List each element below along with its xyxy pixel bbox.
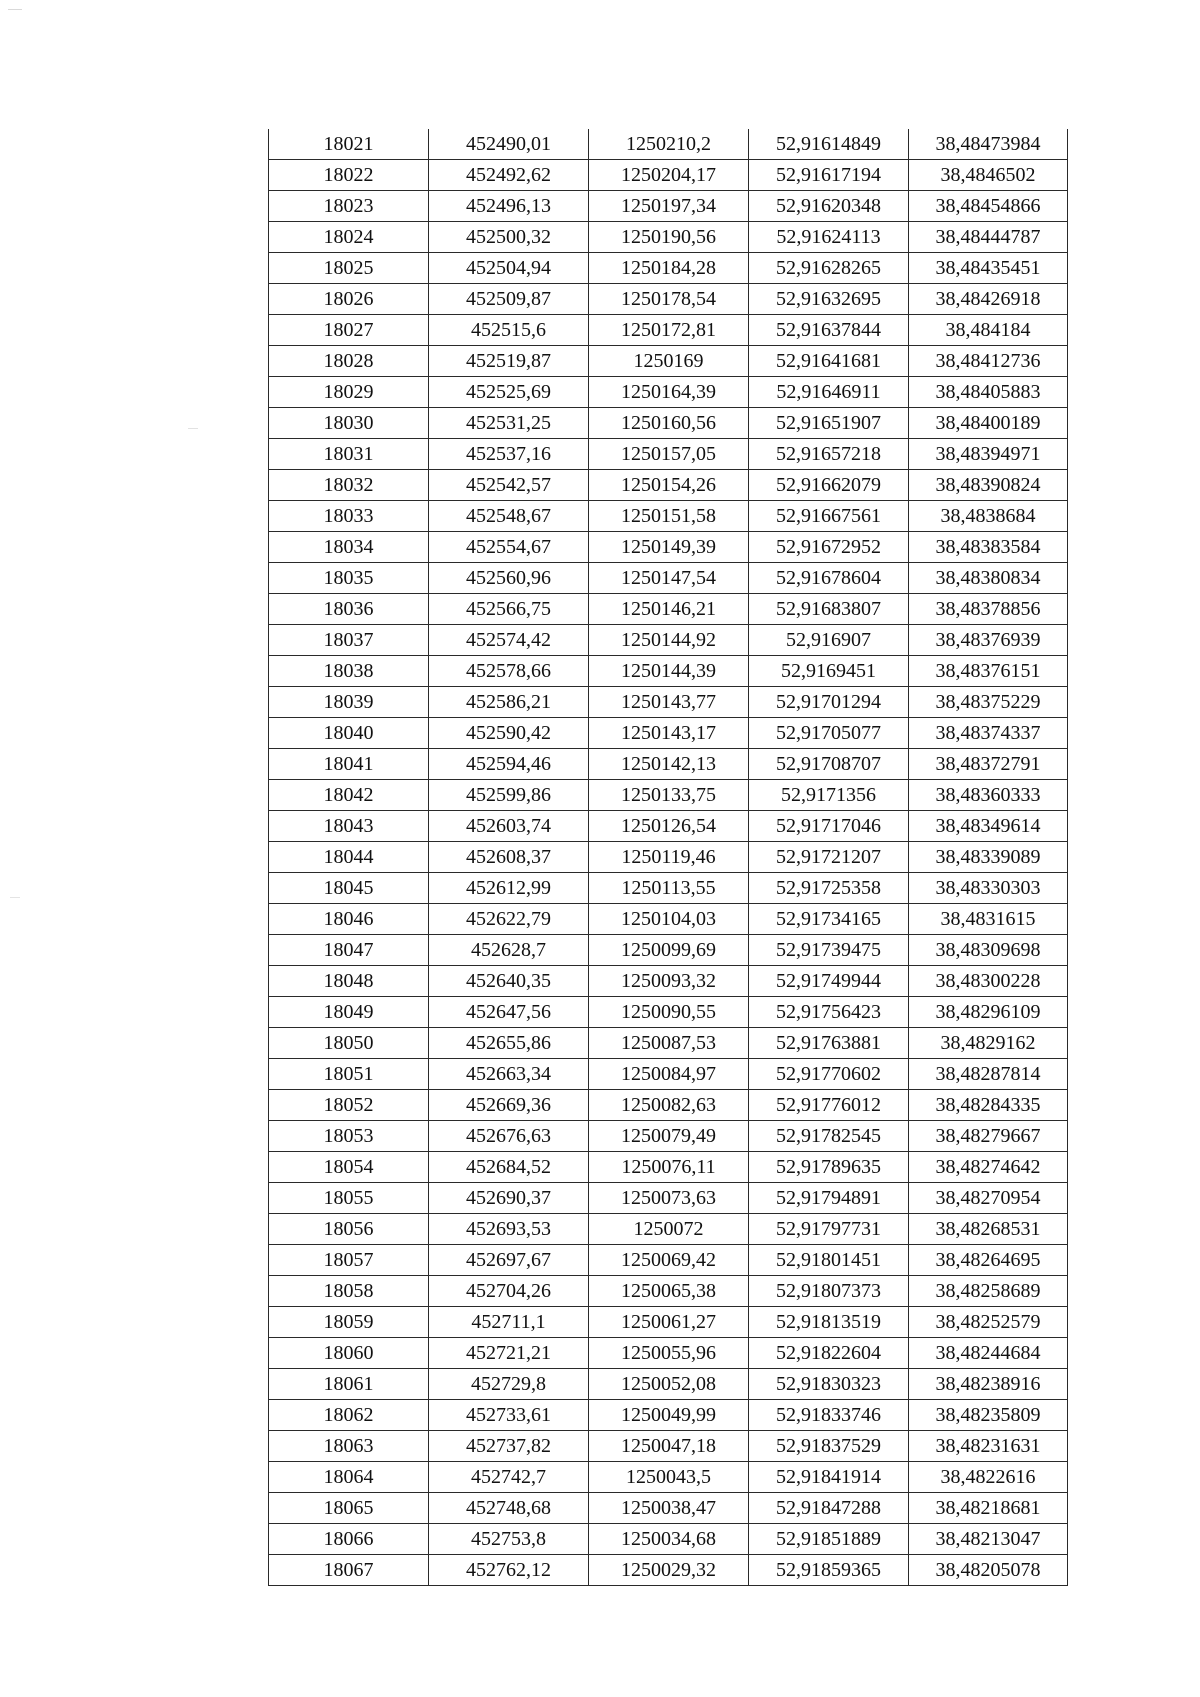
y-coordinate-cell: 1250164,39 <box>589 377 749 408</box>
table-row <box>269 1183 1068 1214</box>
table-row <box>269 191 1068 222</box>
table-row <box>269 594 1068 625</box>
x-coordinate-cell: 452586,21 <box>429 687 589 718</box>
longitude-cell: 38,48274642 <box>909 1152 1068 1183</box>
table-row <box>269 1369 1068 1400</box>
coordinates-table-body <box>269 129 1068 1586</box>
latitude-cell: 52,91617194 <box>749 160 909 191</box>
x-coordinate-cell: 452603,74 <box>429 811 589 842</box>
latitude-cell: 52,91776012 <box>749 1090 909 1121</box>
x-coordinate-cell: 452496,13 <box>429 191 589 222</box>
longitude-cell: 38,48218681 <box>909 1493 1068 1524</box>
point-number-cell: 18034 <box>269 532 429 563</box>
point-number-cell: 18055 <box>269 1183 429 1214</box>
x-coordinate-cell: 452560,96 <box>429 563 589 594</box>
longitude-cell: 38,48390824 <box>909 470 1068 501</box>
point-number-cell: 18033 <box>269 501 429 532</box>
longitude-cell: 38,48360333 <box>909 780 1068 811</box>
table-row <box>269 1090 1068 1121</box>
latitude-cell: 52,91822604 <box>749 1338 909 1369</box>
latitude-cell: 52,91794891 <box>749 1183 909 1214</box>
x-coordinate-cell: 452762,12 <box>429 1555 589 1586</box>
x-coordinate-cell: 452519,87 <box>429 346 589 377</box>
point-number-cell: 18038 <box>269 656 429 687</box>
x-coordinate-cell: 452490,01 <box>429 129 589 160</box>
longitude-cell: 38,48375229 <box>909 687 1068 718</box>
y-coordinate-cell: 1250147,54 <box>589 563 749 594</box>
y-coordinate-cell: 1250090,55 <box>589 997 749 1028</box>
table-row <box>269 1338 1068 1369</box>
x-coordinate-cell: 452531,25 <box>429 408 589 439</box>
table-row <box>269 873 1068 904</box>
point-number-cell: 18032 <box>269 470 429 501</box>
x-coordinate-cell: 452733,61 <box>429 1400 589 1431</box>
y-coordinate-cell: 1250043,5 <box>589 1462 749 1493</box>
longitude-cell: 38,48405883 <box>909 377 1068 408</box>
longitude-cell: 38,48383584 <box>909 532 1068 563</box>
table-row <box>269 780 1068 811</box>
latitude-cell: 52,91782545 <box>749 1121 909 1152</box>
y-coordinate-cell: 1250172,81 <box>589 315 749 346</box>
point-number-cell: 18028 <box>269 346 429 377</box>
latitude-cell: 52,91833746 <box>749 1400 909 1431</box>
x-coordinate-cell: 452693,53 <box>429 1214 589 1245</box>
longitude-cell: 38,4829162 <box>909 1028 1068 1059</box>
x-coordinate-cell: 452578,66 <box>429 656 589 687</box>
longitude-cell: 38,48264695 <box>909 1245 1068 1276</box>
latitude-cell: 52,91678604 <box>749 563 909 594</box>
longitude-cell: 38,48376151 <box>909 656 1068 687</box>
table-row <box>269 935 1068 966</box>
latitude-cell: 52,91847288 <box>749 1493 909 1524</box>
table-row <box>269 811 1068 842</box>
point-number-cell: 18023 <box>269 191 429 222</box>
table-row <box>269 563 1068 594</box>
latitude-cell: 52,9169451 <box>749 656 909 687</box>
y-coordinate-cell: 1250210,2 <box>589 129 749 160</box>
y-coordinate-cell: 1250073,63 <box>589 1183 749 1214</box>
y-coordinate-cell: 1250144,39 <box>589 656 749 687</box>
latitude-cell: 52,91646911 <box>749 377 909 408</box>
point-number-cell: 18043 <box>269 811 429 842</box>
longitude-cell: 38,48309698 <box>909 935 1068 966</box>
table-row <box>269 315 1068 346</box>
table-row <box>269 656 1068 687</box>
latitude-cell: 52,91734165 <box>749 904 909 935</box>
x-coordinate-cell: 452655,86 <box>429 1028 589 1059</box>
latitude-cell: 52,91657218 <box>749 439 909 470</box>
x-coordinate-cell: 452663,34 <box>429 1059 589 1090</box>
x-coordinate-cell: 452748,68 <box>429 1493 589 1524</box>
longitude-cell: 38,48279667 <box>909 1121 1068 1152</box>
table-row <box>269 501 1068 532</box>
longitude-cell: 38,4822616 <box>909 1462 1068 1493</box>
point-number-cell: 18065 <box>269 1493 429 1524</box>
table-row <box>269 346 1068 377</box>
y-coordinate-cell: 1250061,27 <box>589 1307 749 1338</box>
table-row <box>269 625 1068 656</box>
y-coordinate-cell: 1250072 <box>589 1214 749 1245</box>
point-number-cell: 18030 <box>269 408 429 439</box>
point-number-cell: 18049 <box>269 997 429 1028</box>
y-coordinate-cell: 1250144,92 <box>589 625 749 656</box>
longitude-cell: 38,4846502 <box>909 160 1068 191</box>
longitude-cell: 38,48376939 <box>909 625 1068 656</box>
x-coordinate-cell: 452628,7 <box>429 935 589 966</box>
coordinates-table <box>268 129 1068 1586</box>
latitude-cell: 52,91632695 <box>749 284 909 315</box>
point-number-cell: 18061 <box>269 1369 429 1400</box>
x-coordinate-cell: 452737,82 <box>429 1431 589 1462</box>
table-row <box>269 966 1068 997</box>
y-coordinate-cell: 1250143,77 <box>589 687 749 718</box>
point-number-cell: 18042 <box>269 780 429 811</box>
y-coordinate-cell: 1250126,54 <box>589 811 749 842</box>
longitude-cell: 38,48372791 <box>909 749 1068 780</box>
point-number-cell: 18057 <box>269 1245 429 1276</box>
longitude-cell: 38,48213047 <box>909 1524 1068 1555</box>
latitude-cell: 52,91851889 <box>749 1524 909 1555</box>
table-row <box>269 842 1068 873</box>
table-row <box>269 1121 1068 1152</box>
y-coordinate-cell: 1250169 <box>589 346 749 377</box>
x-coordinate-cell: 452574,42 <box>429 625 589 656</box>
table-row <box>269 222 1068 253</box>
point-number-cell: 18022 <box>269 160 429 191</box>
table-row <box>269 1524 1068 1555</box>
y-coordinate-cell: 1250052,08 <box>589 1369 749 1400</box>
point-number-cell: 18024 <box>269 222 429 253</box>
table-row <box>269 1431 1068 1462</box>
table-row <box>269 284 1068 315</box>
x-coordinate-cell: 452690,37 <box>429 1183 589 1214</box>
x-coordinate-cell: 452622,79 <box>429 904 589 935</box>
latitude-cell: 52,91662079 <box>749 470 909 501</box>
latitude-cell: 52,91830323 <box>749 1369 909 1400</box>
latitude-cell: 52,91651907 <box>749 408 909 439</box>
longitude-cell: 38,48435451 <box>909 253 1068 284</box>
longitude-cell: 38,48287814 <box>909 1059 1068 1090</box>
table-row <box>269 904 1068 935</box>
latitude-cell: 52,916907 <box>749 625 909 656</box>
point-number-cell: 18035 <box>269 563 429 594</box>
point-number-cell: 18045 <box>269 873 429 904</box>
y-coordinate-cell: 1250104,03 <box>589 904 749 935</box>
y-coordinate-cell: 1250034,68 <box>589 1524 749 1555</box>
y-coordinate-cell: 1250197,34 <box>589 191 749 222</box>
point-number-cell: 18044 <box>269 842 429 873</box>
longitude-cell: 38,4838684 <box>909 501 1068 532</box>
longitude-cell: 38,48349614 <box>909 811 1068 842</box>
table-row <box>269 1152 1068 1183</box>
x-coordinate-cell: 452647,56 <box>429 997 589 1028</box>
y-coordinate-cell: 1250119,46 <box>589 842 749 873</box>
scan-speck <box>8 9 22 10</box>
x-coordinate-cell: 452515,6 <box>429 315 589 346</box>
longitude-cell: 38,48330303 <box>909 873 1068 904</box>
longitude-cell: 38,48205078 <box>909 1555 1068 1586</box>
latitude-cell: 52,91721207 <box>749 842 909 873</box>
table-row <box>269 1555 1068 1586</box>
latitude-cell: 52,91725358 <box>749 873 909 904</box>
x-coordinate-cell: 452509,87 <box>429 284 589 315</box>
point-number-cell: 18025 <box>269 253 429 284</box>
point-number-cell: 18048 <box>269 966 429 997</box>
latitude-cell: 52,91789635 <box>749 1152 909 1183</box>
y-coordinate-cell: 1250093,32 <box>589 966 749 997</box>
latitude-cell: 52,91708707 <box>749 749 909 780</box>
longitude-cell: 38,48284335 <box>909 1090 1068 1121</box>
longitude-cell: 38,48252579 <box>909 1307 1068 1338</box>
table-row <box>269 997 1068 1028</box>
x-coordinate-cell: 452704,26 <box>429 1276 589 1307</box>
longitude-cell: 38,48374337 <box>909 718 1068 749</box>
latitude-cell: 52,91705077 <box>749 718 909 749</box>
y-coordinate-cell: 1250149,39 <box>589 532 749 563</box>
point-number-cell: 18064 <box>269 1462 429 1493</box>
y-coordinate-cell: 1250038,47 <box>589 1493 749 1524</box>
longitude-cell: 38,48426918 <box>909 284 1068 315</box>
x-coordinate-cell: 452542,57 <box>429 470 589 501</box>
latitude-cell: 52,91683807 <box>749 594 909 625</box>
longitude-cell: 38,48238916 <box>909 1369 1068 1400</box>
y-coordinate-cell: 1250099,69 <box>589 935 749 966</box>
y-coordinate-cell: 1250084,97 <box>589 1059 749 1090</box>
point-number-cell: 18051 <box>269 1059 429 1090</box>
y-coordinate-cell: 1250076,11 <box>589 1152 749 1183</box>
x-coordinate-cell: 452669,36 <box>429 1090 589 1121</box>
y-coordinate-cell: 1250055,96 <box>589 1338 749 1369</box>
point-number-cell: 18021 <box>269 129 429 160</box>
longitude-cell: 38,48394971 <box>909 439 1068 470</box>
table-row <box>269 532 1068 563</box>
longitude-cell: 38,48339089 <box>909 842 1068 873</box>
latitude-cell: 52,91837529 <box>749 1431 909 1462</box>
latitude-cell: 52,91749944 <box>749 966 909 997</box>
y-coordinate-cell: 1250143,17 <box>589 718 749 749</box>
point-number-cell: 18053 <box>269 1121 429 1152</box>
x-coordinate-cell: 452640,35 <box>429 966 589 997</box>
x-coordinate-cell: 452729,8 <box>429 1369 589 1400</box>
point-number-cell: 18046 <box>269 904 429 935</box>
table-row <box>269 718 1068 749</box>
point-number-cell: 18052 <box>269 1090 429 1121</box>
latitude-cell: 52,91813519 <box>749 1307 909 1338</box>
longitude-cell: 38,48454866 <box>909 191 1068 222</box>
point-number-cell: 18059 <box>269 1307 429 1338</box>
point-number-cell: 18047 <box>269 935 429 966</box>
point-number-cell: 18031 <box>269 439 429 470</box>
y-coordinate-cell: 1250190,56 <box>589 222 749 253</box>
y-coordinate-cell: 1250082,63 <box>589 1090 749 1121</box>
x-coordinate-cell: 452525,69 <box>429 377 589 408</box>
scan-speck <box>10 897 20 898</box>
point-number-cell: 18041 <box>269 749 429 780</box>
y-coordinate-cell: 1250204,17 <box>589 160 749 191</box>
table-row <box>269 253 1068 284</box>
table-row <box>269 377 1068 408</box>
point-number-cell: 18063 <box>269 1431 429 1462</box>
x-coordinate-cell: 452742,7 <box>429 1462 589 1493</box>
table-row <box>269 1400 1068 1431</box>
latitude-cell: 52,9171356 <box>749 780 909 811</box>
point-number-cell: 18040 <box>269 718 429 749</box>
table-row <box>269 1214 1068 1245</box>
latitude-cell: 52,91717046 <box>749 811 909 842</box>
longitude-cell: 38,48412736 <box>909 346 1068 377</box>
x-coordinate-cell: 452721,21 <box>429 1338 589 1369</box>
longitude-cell: 38,48296109 <box>909 997 1068 1028</box>
point-number-cell: 18050 <box>269 1028 429 1059</box>
longitude-cell: 38,48235809 <box>909 1400 1068 1431</box>
longitude-cell: 38,48473984 <box>909 129 1068 160</box>
longitude-cell: 38,4831615 <box>909 904 1068 935</box>
x-coordinate-cell: 452697,67 <box>429 1245 589 1276</box>
y-coordinate-cell: 1250049,99 <box>589 1400 749 1431</box>
point-number-cell: 18066 <box>269 1524 429 1555</box>
latitude-cell: 52,91637844 <box>749 315 909 346</box>
latitude-cell: 52,91859365 <box>749 1555 909 1586</box>
point-number-cell: 18056 <box>269 1214 429 1245</box>
point-number-cell: 18067 <box>269 1555 429 1586</box>
table-row <box>269 1028 1068 1059</box>
latitude-cell: 52,91770602 <box>749 1059 909 1090</box>
table-row <box>269 1493 1068 1524</box>
longitude-cell: 38,48270954 <box>909 1183 1068 1214</box>
longitude-cell: 38,484184 <box>909 315 1068 346</box>
longitude-cell: 38,48400189 <box>909 408 1068 439</box>
table-row <box>269 129 1068 160</box>
y-coordinate-cell: 1250178,54 <box>589 284 749 315</box>
table-row <box>269 470 1068 501</box>
latitude-cell: 52,91756423 <box>749 997 909 1028</box>
longitude-cell: 38,48380834 <box>909 563 1068 594</box>
y-coordinate-cell: 1250069,42 <box>589 1245 749 1276</box>
y-coordinate-cell: 1250065,38 <box>589 1276 749 1307</box>
y-coordinate-cell: 1250146,21 <box>589 594 749 625</box>
x-coordinate-cell: 452500,32 <box>429 222 589 253</box>
x-coordinate-cell: 452492,62 <box>429 160 589 191</box>
point-number-cell: 18058 <box>269 1276 429 1307</box>
latitude-cell: 52,91807373 <box>749 1276 909 1307</box>
x-coordinate-cell: 452676,63 <box>429 1121 589 1152</box>
point-number-cell: 18027 <box>269 315 429 346</box>
latitude-cell: 52,91763881 <box>749 1028 909 1059</box>
x-coordinate-cell: 452590,42 <box>429 718 589 749</box>
y-coordinate-cell: 1250142,13 <box>589 749 749 780</box>
latitude-cell: 52,91641681 <box>749 346 909 377</box>
point-number-cell: 18060 <box>269 1338 429 1369</box>
y-coordinate-cell: 1250157,05 <box>589 439 749 470</box>
y-coordinate-cell: 1250184,28 <box>589 253 749 284</box>
x-coordinate-cell: 452599,86 <box>429 780 589 811</box>
latitude-cell: 52,91672952 <box>749 532 909 563</box>
longitude-cell: 38,48268531 <box>909 1214 1068 1245</box>
table-row <box>269 1462 1068 1493</box>
latitude-cell: 52,91841914 <box>749 1462 909 1493</box>
latitude-cell: 52,91801451 <box>749 1245 909 1276</box>
table-row <box>269 439 1068 470</box>
y-coordinate-cell: 1250047,18 <box>589 1431 749 1462</box>
x-coordinate-cell: 452711,1 <box>429 1307 589 1338</box>
x-coordinate-cell: 452684,52 <box>429 1152 589 1183</box>
point-number-cell: 18062 <box>269 1400 429 1431</box>
table-row <box>269 1307 1068 1338</box>
y-coordinate-cell: 1250029,32 <box>589 1555 749 1586</box>
x-coordinate-cell: 452594,46 <box>429 749 589 780</box>
x-coordinate-cell: 452504,94 <box>429 253 589 284</box>
latitude-cell: 52,91628265 <box>749 253 909 284</box>
latitude-cell: 52,91797731 <box>749 1214 909 1245</box>
latitude-cell: 52,91667561 <box>749 501 909 532</box>
latitude-cell: 52,91624113 <box>749 222 909 253</box>
table-row <box>269 749 1068 780</box>
point-number-cell: 18029 <box>269 377 429 408</box>
y-coordinate-cell: 1250151,58 <box>589 501 749 532</box>
longitude-cell: 38,48444787 <box>909 222 1068 253</box>
point-number-cell: 18039 <box>269 687 429 718</box>
longitude-cell: 38,48231631 <box>909 1431 1068 1462</box>
table-row <box>269 687 1068 718</box>
latitude-cell: 52,91614849 <box>749 129 909 160</box>
y-coordinate-cell: 1250087,53 <box>589 1028 749 1059</box>
latitude-cell: 52,91620348 <box>749 191 909 222</box>
longitude-cell: 38,48378856 <box>909 594 1068 625</box>
y-coordinate-cell: 1250133,75 <box>589 780 749 811</box>
x-coordinate-cell: 452566,75 <box>429 594 589 625</box>
y-coordinate-cell: 1250154,26 <box>589 470 749 501</box>
scan-speck <box>188 428 198 429</box>
latitude-cell: 52,91701294 <box>749 687 909 718</box>
table-row <box>269 160 1068 191</box>
x-coordinate-cell: 452612,99 <box>429 873 589 904</box>
point-number-cell: 18036 <box>269 594 429 625</box>
point-number-cell: 18037 <box>269 625 429 656</box>
table-row <box>269 1059 1068 1090</box>
x-coordinate-cell: 452537,16 <box>429 439 589 470</box>
longitude-cell: 38,48244684 <box>909 1338 1068 1369</box>
longitude-cell: 38,48258689 <box>909 1276 1068 1307</box>
x-coordinate-cell: 452753,8 <box>429 1524 589 1555</box>
longitude-cell: 38,48300228 <box>909 966 1068 997</box>
x-coordinate-cell: 452554,67 <box>429 532 589 563</box>
table-row <box>269 1276 1068 1307</box>
table-row <box>269 408 1068 439</box>
y-coordinate-cell: 1250160,56 <box>589 408 749 439</box>
x-coordinate-cell: 452608,37 <box>429 842 589 873</box>
y-coordinate-cell: 1250113,55 <box>589 873 749 904</box>
point-number-cell: 18026 <box>269 284 429 315</box>
point-number-cell: 18054 <box>269 1152 429 1183</box>
latitude-cell: 52,91739475 <box>749 935 909 966</box>
table-row <box>269 1245 1068 1276</box>
y-coordinate-cell: 1250079,49 <box>589 1121 749 1152</box>
x-coordinate-cell: 452548,67 <box>429 501 589 532</box>
